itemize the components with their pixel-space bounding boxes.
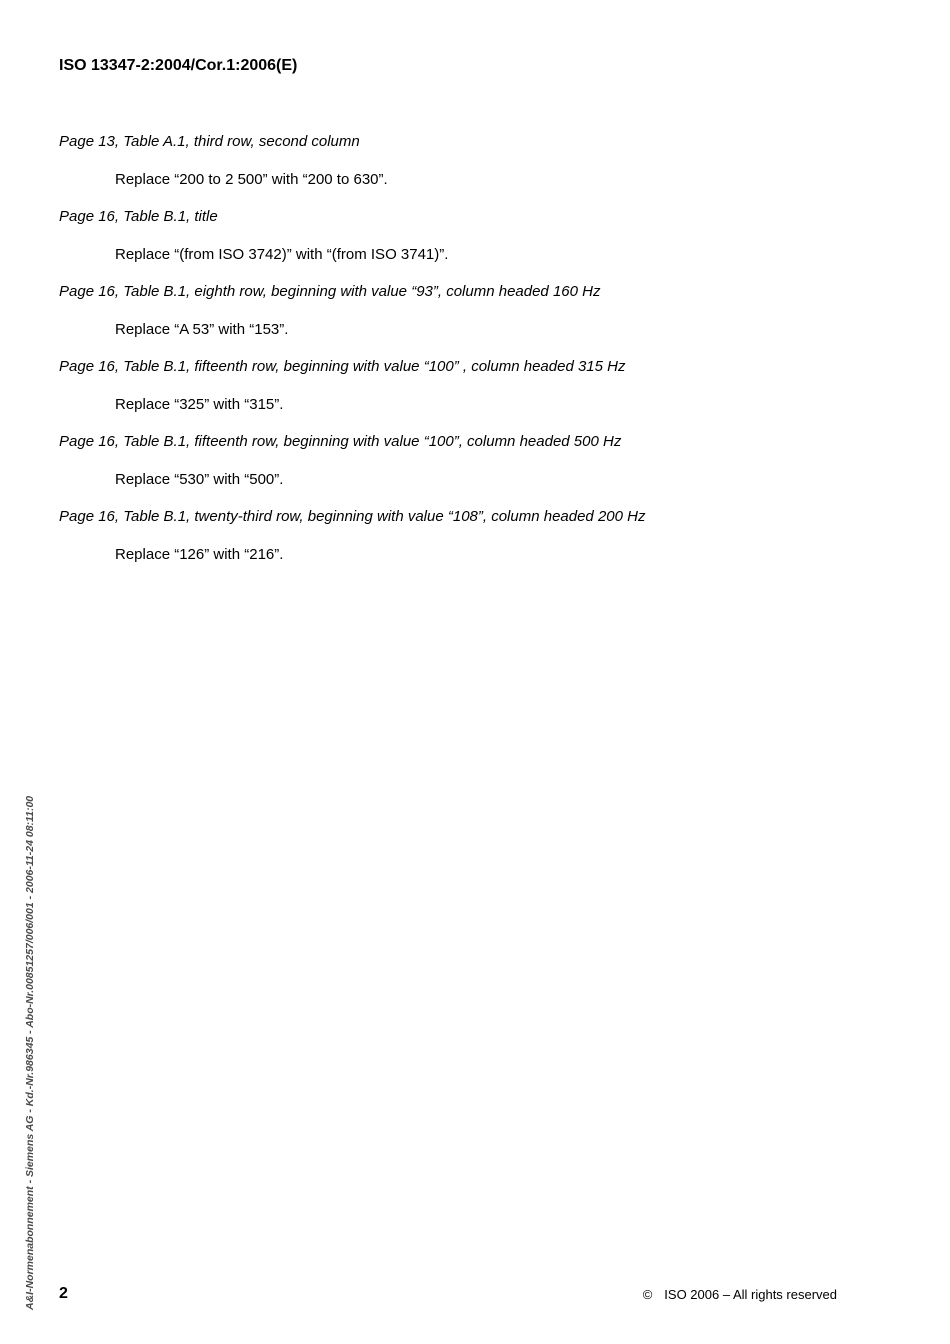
correction-item-2 bbox=[59, 207, 899, 265]
subscription-watermark: A&I-Normenabonnement - Siemens AG - Kd.-Nr.986345 - Abo-Nr.00851257/006/001 - 2006-11-24 08:11:00 bbox=[24, 795, 36, 1310]
correction-text: Replace “325” with “315”. bbox=[115, 395, 284, 413]
page-number: 2 bbox=[59, 1285, 68, 1302]
correction-text: Replace “530” with “500”. bbox=[115, 470, 284, 488]
correction-item-4 bbox=[59, 357, 899, 415]
correction-item-6 bbox=[59, 507, 899, 565]
correction-item-1 bbox=[59, 132, 899, 190]
correction-item-5 bbox=[59, 432, 899, 490]
correction-text: Replace “126” with “216”. bbox=[115, 545, 284, 563]
correction-location: Page 13, Table A.1, third row, second column bbox=[59, 133, 360, 150]
correction-location: Page 16, Table B.1, fifteenth row, beginning with value “100”, column headed 500 Hz bbox=[59, 433, 622, 450]
copyright-notice bbox=[643, 1287, 837, 1303]
correction-location: Page 16, Table B.1, eighth row, beginning with value “93”, column headed 160 Hz bbox=[59, 283, 601, 300]
correction-text: Replace “(from ISO 3742)” with “(from ISO 3741)”. bbox=[115, 245, 449, 263]
correction-location: Page 16, Table B.1, fifteenth row, beginning with value “100” , column headed 315 Hz bbox=[59, 358, 626, 375]
copyright-icon: © bbox=[642, 1287, 653, 1302]
corrections-list bbox=[59, 132, 899, 582]
correction-item-3 bbox=[59, 282, 899, 340]
correction-text: Replace “200 to 2 500” with “200 to 630”. bbox=[115, 170, 388, 188]
correction-location: Page 16, Table B.1, title bbox=[59, 208, 218, 225]
correction-location: Page 16, Table B.1, twenty-third row, beginning with value “108”, column headed 200 Hz bbox=[59, 508, 646, 525]
copyright-text: ISO 2006 – All rights reserved bbox=[664, 1287, 837, 1302]
correction-text: Replace “A 53” with “153”. bbox=[115, 320, 289, 338]
document-header-title: ISO 13347-2:2004/Cor.1:2006(E) bbox=[59, 57, 298, 74]
